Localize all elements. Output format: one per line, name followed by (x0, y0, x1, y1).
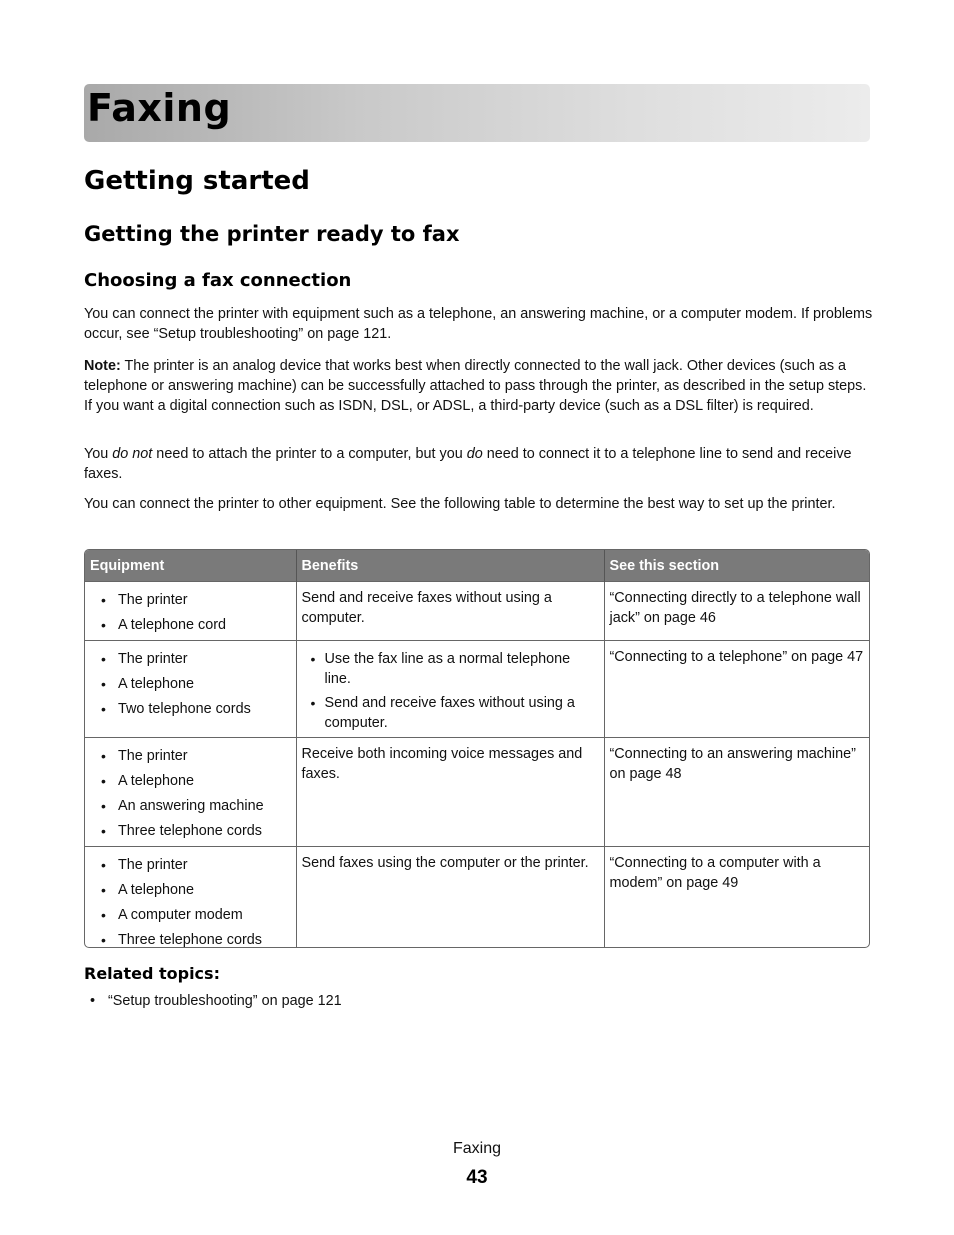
footer-chapter-title: Faxing (452, 1140, 502, 1157)
related-topic-text[interactable]: “Setup troubleshooting” on page 121 (108, 993, 342, 1009)
section-title: Getting started (84, 166, 310, 196)
computer-paragraph (84, 444, 874, 484)
fax-connection-table (84, 549, 870, 948)
equipment-list (97, 649, 291, 724)
table-row (85, 737, 870, 846)
benefits-cell: Send and receive faxes without using a computer. (296, 581, 604, 640)
related-topics-heading: Related topics: (84, 964, 220, 983)
equipment-cell (85, 581, 296, 640)
header-equipment: Equipment (85, 550, 296, 581)
section-cell: “Connecting to an answering machine” on page 48 (604, 737, 870, 846)
list-item: • Use the fax line as a normal telephone line. (309, 649, 599, 689)
equipment-cell (85, 737, 296, 846)
table-row (85, 581, 870, 640)
equipment-list (97, 855, 291, 949)
list-item: • A telephone (97, 771, 291, 796)
subsubsection-title: Choosing a fax connection (84, 270, 352, 291)
benefits-cell: Send faxes using the computer or the printer. (296, 846, 604, 948)
list-item: • The printer (97, 746, 291, 771)
list-item: • Three telephone cords (97, 930, 291, 949)
page-number: 43 (466, 1167, 488, 1188)
equipment-list (97, 746, 291, 846)
list-item: • A computer modem (97, 905, 291, 930)
list-item: • A telephone cord (97, 615, 291, 640)
section-cell: “Connecting to a telephone” on page 47 (604, 640, 870, 737)
equipment-cell (85, 640, 296, 737)
text-run: need to connect it to a telephone line to send and receive faxes. (84, 446, 852, 482)
text-run: need to attach the printer to a computer, but you (152, 446, 467, 462)
list-item: • A telephone (97, 880, 291, 905)
benefits-cell: Receive both incoming voice messages and faxes. (296, 737, 604, 846)
header-benefits: Benefits (296, 550, 604, 581)
benefits-list (309, 649, 599, 733)
list-item: • The printer (97, 590, 291, 615)
emphasis-do-not: do not (112, 446, 153, 462)
list-item: • An answering machine (97, 796, 291, 821)
bullet-icon: • (90, 993, 96, 1009)
list-item: • A telephone (97, 674, 291, 699)
table-row (85, 846, 870, 948)
text-run: You (84, 446, 113, 462)
header-see-section: See this section (604, 550, 870, 581)
equipment-paragraph: You can connect the printer to other equipment. See the following table to determine the best way to set up the printer. (84, 496, 836, 512)
equipment-list (97, 590, 291, 640)
note-text: The printer is an analog device that works best when directly connected to the wall jack. Other devices (such as a telephone or answering machine) can be successfully attached to pass through the printer, as described in the setup steps. If you want a digital connection such as ISDN, DSL, or ADSL, a third-party device (such as a DSL filter) is required. (84, 358, 867, 414)
equipment-cell (85, 846, 296, 948)
section-cell: “Connecting to a computer with a modem” on page 49 (604, 846, 870, 948)
benefits-cell (296, 640, 604, 737)
emphasis-do: do (466, 446, 483, 462)
list-item: • Two telephone cords (97, 699, 291, 724)
list-item: • Send and receive faxes without using a computer. (309, 693, 599, 733)
related-topic-link[interactable] (90, 993, 342, 1009)
subsection-title: Getting the printer ready to fax (84, 222, 460, 246)
note-paragraph (84, 356, 874, 416)
chapter-banner (84, 84, 870, 142)
list-item: • The printer (97, 855, 291, 880)
list-item: • The printer (97, 649, 291, 674)
table-header-row (85, 550, 870, 581)
list-item: • Three telephone cords (97, 821, 291, 846)
table-row (85, 640, 870, 737)
section-cell: “Connecting directly to a telephone wall jack” on page 46 (604, 581, 870, 640)
intro-paragraph: You can connect the printer with equipment such as a telephone, an answering machine, or a computer modem. If problems occur, see “Setup troubleshooting” on page 121. (84, 306, 873, 342)
note-label: Note: (84, 358, 121, 374)
chapter-title: Faxing (87, 86, 232, 130)
